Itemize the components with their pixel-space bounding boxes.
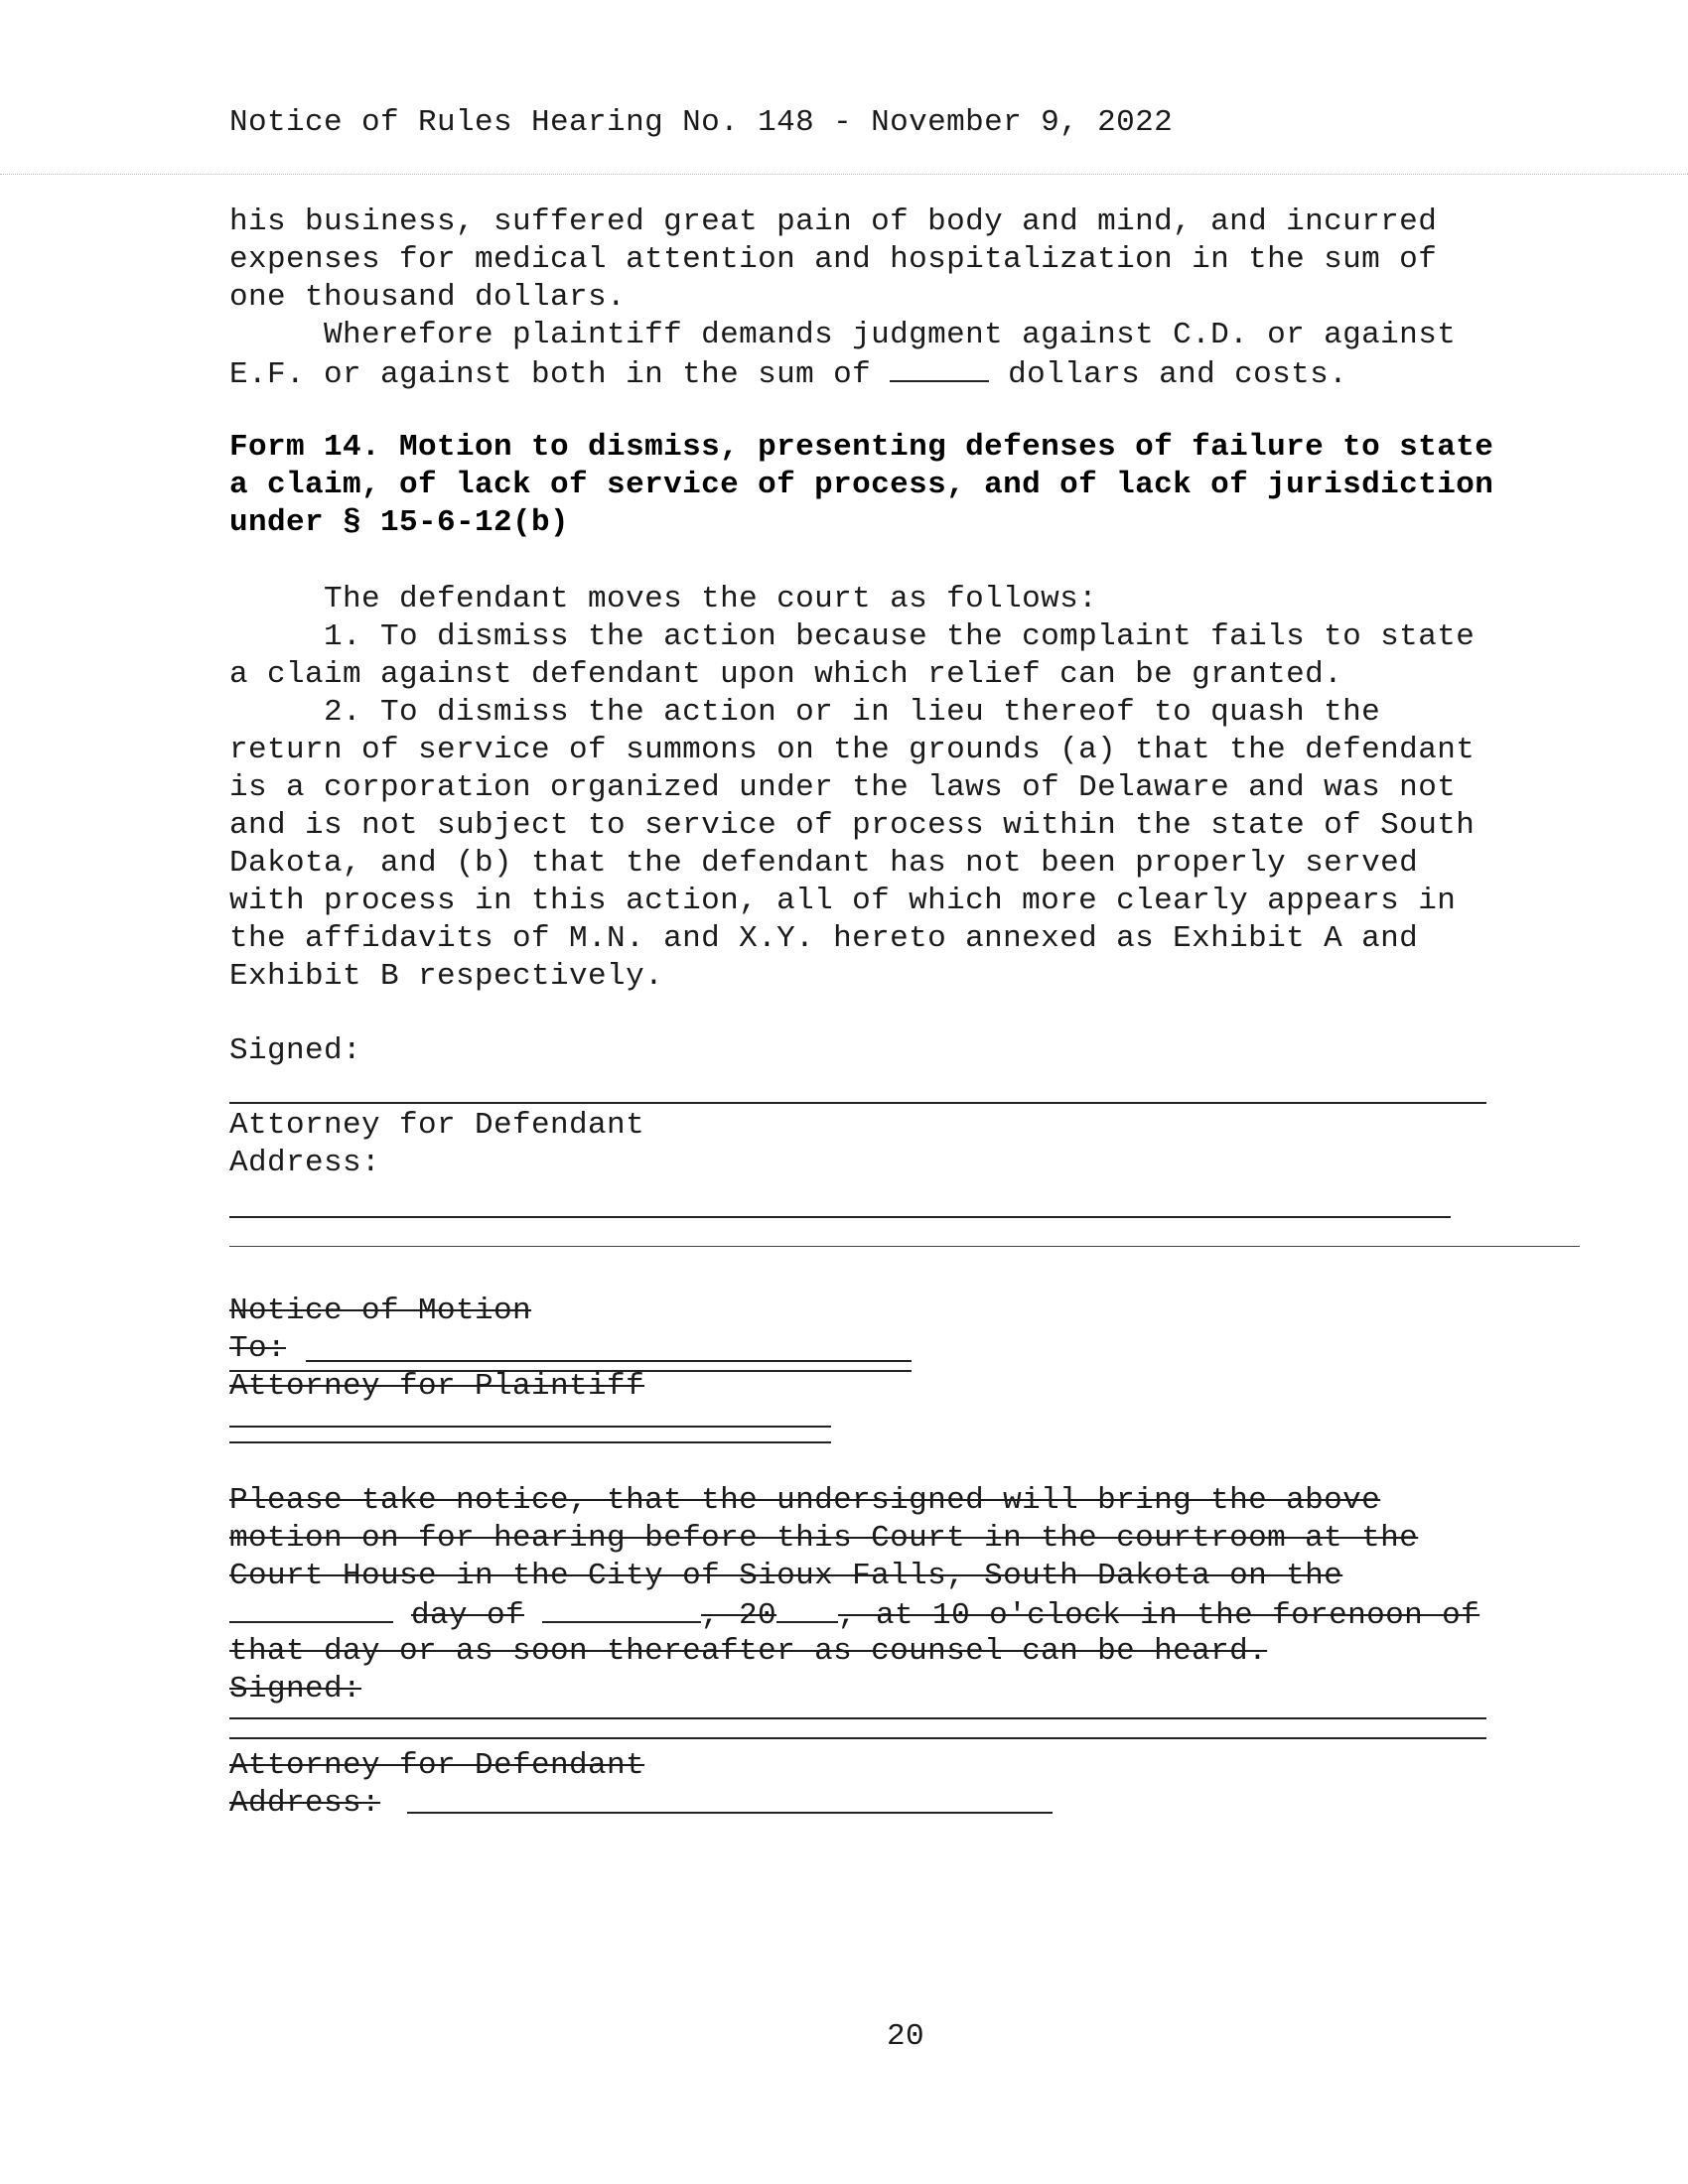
notice-address-line bbox=[407, 1812, 1053, 1814]
signature-line bbox=[229, 1102, 1486, 1104]
notice-date-line bbox=[229, 1595, 1479, 1635]
attorney-plaintiff-label: Attorney for Plaintiff bbox=[229, 1369, 645, 1404]
to-line bbox=[306, 1360, 912, 1362]
amount-blank bbox=[890, 354, 989, 382]
section-divider bbox=[229, 1246, 1580, 1247]
signed-label: Signed: bbox=[229, 1033, 362, 1068]
body-line: expenses for medical attention and hospitalization in the sum of bbox=[229, 242, 1438, 277]
notice-attorney-label: Attorney for Defendant bbox=[229, 1748, 645, 1783]
notice-title: Notice of Motion bbox=[229, 1294, 532, 1328]
motion-line: Exhibit B respectively. bbox=[229, 959, 664, 994]
motion-line: Dakota, and (b) that the defendant has not been properly served bbox=[229, 846, 1419, 881]
day-of-text: day of bbox=[411, 1598, 525, 1633]
plaintiff-line bbox=[229, 1426, 831, 1428]
notice-line: Please take notice, that the undersigned will bring the above bbox=[229, 1483, 1381, 1518]
wherefore-line-2 bbox=[229, 354, 1347, 394]
motion-line: with process in this action, all of which more clearly appears in bbox=[229, 884, 1457, 918]
notice-signature-line-2 bbox=[229, 1737, 1486, 1739]
notice-line: Court House in the City of Sioux Falls, South Dakota on the bbox=[229, 1559, 1343, 1593]
wherefore-line: Wherefore plaintiff demands judgment against C.D. or against bbox=[229, 318, 1457, 352]
plaintiff-line-2 bbox=[229, 1441, 831, 1443]
motion-line: The defendant moves the court as follows: bbox=[229, 582, 1098, 616]
notice-line: that day or as soon thereafter as counsel can be heard. bbox=[229, 1634, 1268, 1669]
motion-line: a claim against defendant upon which relief can be granted. bbox=[229, 657, 1343, 692]
motion-line: and is not subject to service of process within the state of South bbox=[229, 808, 1476, 843]
motion-line: 2. To dismiss the action or in lieu thereof to quash the bbox=[229, 695, 1381, 730]
attorney-label: Attorney for Defendant bbox=[229, 1108, 645, 1143]
header-title: Notice of Rules Hearing No. 148 - November 9, 2022 bbox=[229, 105, 1174, 140]
notice-address-label: Address: bbox=[229, 1786, 381, 1821]
motion-line: is a corporation organized under the laws of Delaware and was not bbox=[229, 770, 1457, 805]
motion-line: the affidavits of M.N. and X.Y. hereto annexed as Exhibit A and bbox=[229, 921, 1419, 956]
form-heading-line: Form 14. Motion to dismiss, presenting defenses of failure to state bbox=[229, 430, 1494, 465]
wherefore-text-end: dollars and costs. bbox=[989, 357, 1348, 392]
form-heading-line: a claim, of lack of service of process, and of lack of jurisdiction bbox=[229, 468, 1494, 502]
body-line: one thousand dollars. bbox=[229, 280, 627, 315]
address-label: Address: bbox=[229, 1146, 381, 1180]
year-text: , 20 bbox=[701, 1598, 777, 1633]
motion-line: return of service of summons on the grounds (a) that the defendant bbox=[229, 733, 1476, 767]
wherefore-text: E.F. or against both in the sum of bbox=[229, 357, 891, 392]
motion-line: 1. To dismiss the action because the complaint fails to state bbox=[229, 619, 1476, 654]
year-blank bbox=[776, 1595, 838, 1623]
time-text: , at 10 o'clock in the forenoon of bbox=[838, 1598, 1480, 1633]
notice-line: motion on for hearing before this Court in the courtroom at the bbox=[229, 1521, 1419, 1556]
body-line: his business, suffered great pain of body and mind, and incurred bbox=[229, 205, 1438, 239]
notice-signature-line bbox=[229, 1717, 1486, 1719]
day-blank bbox=[229, 1595, 393, 1623]
notice-to-label: To: bbox=[229, 1331, 287, 1366]
month-blank bbox=[542, 1595, 701, 1623]
page-number: 20 bbox=[887, 2019, 925, 2054]
notice-signed-label: Signed: bbox=[229, 1672, 362, 1706]
address-line bbox=[229, 1216, 1451, 1218]
header-divider bbox=[0, 174, 1688, 175]
form-heading-line: under § 15-6-12(b) bbox=[229, 505, 570, 540]
